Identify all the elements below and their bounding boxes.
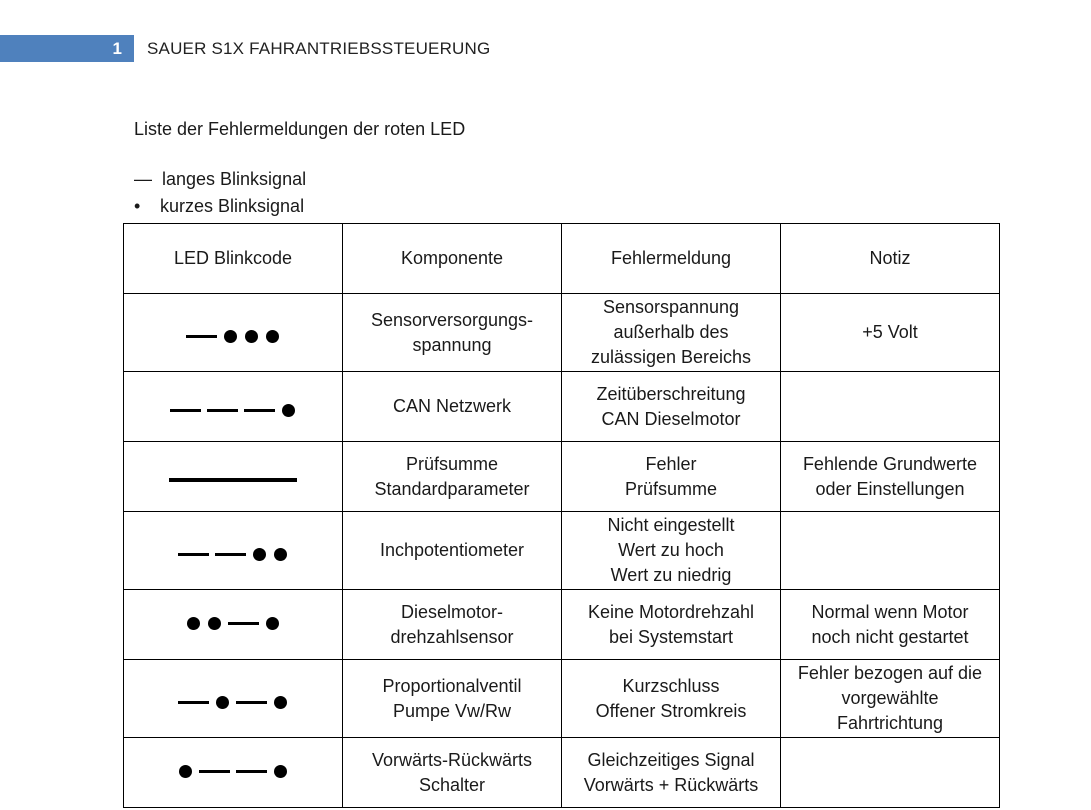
blinkcode-pattern xyxy=(175,548,291,561)
cell-text-line: Kurzschluss xyxy=(622,675,720,696)
header-led-blinkcode: LED Blinkcode xyxy=(124,224,343,294)
row-pruefsumme xyxy=(124,442,1000,512)
cell-text-line: Vorwärts-Rückwärts xyxy=(371,749,533,770)
blinkcode-pattern xyxy=(169,474,297,482)
long-blink-dash xyxy=(186,335,217,338)
row-proportionalventil xyxy=(124,660,1000,738)
notiz-cell xyxy=(781,590,1000,660)
header-notiz: Notiz xyxy=(781,224,1000,294)
long-blink-dash xyxy=(236,770,267,773)
fehlermeldung-cell xyxy=(562,590,781,660)
legend-item-long xyxy=(134,165,306,192)
cell-text-line: Prüfsumme xyxy=(405,453,499,474)
cell-text-line: Wert zu niedrig xyxy=(610,565,732,585)
short-blink-dot xyxy=(274,765,287,778)
blinkcode-cell xyxy=(124,660,343,738)
cell-text-line: Normal wenn Motor xyxy=(811,601,969,622)
header-komponente: Komponente xyxy=(343,224,562,294)
long-blink-dash xyxy=(244,409,275,412)
chapter-title: SAUER S1X FAHRANTRIEBSSTEUERUNG xyxy=(147,39,491,58)
long-blink-dash xyxy=(170,409,201,412)
long-blink-dash xyxy=(236,701,267,704)
blinkcode-cell xyxy=(124,512,343,590)
notiz-cell xyxy=(781,372,1000,442)
notiz-cell xyxy=(781,660,1000,738)
blinkcode-pattern xyxy=(183,617,283,630)
fehlermeldung-cell xyxy=(562,512,781,590)
cell-text-line: CAN Dieselmotor xyxy=(601,408,741,429)
long-blink-dash xyxy=(215,553,246,556)
short-blink-dot xyxy=(187,617,200,630)
cell-text-line: außerhalb des xyxy=(613,322,729,342)
blinkcode-pattern xyxy=(167,404,299,417)
blinkcode-cell xyxy=(124,590,343,660)
long-blink-dash xyxy=(207,409,238,412)
error-code-table xyxy=(123,223,1000,808)
cell-text-line: Proportionalventil xyxy=(382,675,522,696)
blinkcode-cell xyxy=(124,372,343,442)
fehlermeldung-cell xyxy=(562,442,781,512)
header-fehlermeldung: Fehlermeldung xyxy=(562,224,781,294)
legend-item-short xyxy=(134,192,306,219)
cell-text-line: Schalter xyxy=(418,774,486,795)
cell-text-line: Sensorspannung xyxy=(602,297,740,317)
blinkcode-pattern xyxy=(183,330,283,343)
short-blink-dot xyxy=(266,617,279,630)
blinkcode-pattern xyxy=(175,765,291,778)
cell-text-line: bei Systemstart xyxy=(608,626,734,647)
short-blink-dot xyxy=(245,330,258,343)
row-richtungsschalter xyxy=(124,738,1000,808)
table-body xyxy=(124,294,1000,808)
short-blink-dot xyxy=(224,330,237,343)
komponente-cell xyxy=(343,294,562,372)
cell-text-line: Fehlende Grundwerte xyxy=(802,453,978,474)
intro-text: Liste der Fehlermeldungen der roten LED xyxy=(134,119,466,139)
chapter-number: 1 xyxy=(112,39,122,58)
notiz-cell xyxy=(781,294,1000,372)
cell-text-line: vorgewählte xyxy=(841,688,939,708)
komponente-cell xyxy=(343,660,562,738)
continuous-blink-line xyxy=(169,478,297,482)
legend-label: kurzes Blinksignal xyxy=(160,195,305,216)
long-blink-dash xyxy=(228,622,259,625)
komponente-cell xyxy=(343,512,562,590)
cell-text-line: Pumpe Vw/Rw xyxy=(392,700,512,721)
fehlermeldung-cell xyxy=(562,372,781,442)
cell-text-line: zulässigen Bereichs xyxy=(590,347,752,367)
cell-text-line: Vorwärts + Rückwärts xyxy=(583,774,759,795)
cell-text-line: noch nicht gestartet xyxy=(811,626,969,647)
blinkcode-cell xyxy=(124,294,343,372)
komponente-cell xyxy=(343,738,562,808)
cell-text-line: Inchpotentiometer xyxy=(379,540,525,560)
row-drehzahlsensor xyxy=(124,590,1000,660)
cell-text-line: Standardparameter xyxy=(374,478,530,499)
cell-text-line: CAN Netzwerk xyxy=(392,396,512,416)
cell-text-line: Zeitüberschreitung xyxy=(596,383,746,404)
short-blink-dot xyxy=(253,548,266,561)
cell-text-line: Fehler xyxy=(645,453,697,474)
table-header-row xyxy=(124,224,1000,294)
short-blink-dot xyxy=(266,330,279,343)
short-blink-dot xyxy=(216,696,229,709)
cell-text-line: +5 Volt xyxy=(862,322,918,342)
cell-text-line: Nicht eingestellt xyxy=(607,515,735,535)
long-blink-dash xyxy=(199,770,230,773)
fehlermeldung-cell xyxy=(562,660,781,738)
cell-text-line: Dieselmotor- xyxy=(400,601,504,622)
short-blink-dot xyxy=(274,696,287,709)
blinkcode-cell xyxy=(124,738,343,808)
komponente-cell xyxy=(343,590,562,660)
fehlermeldung-cell xyxy=(562,294,781,372)
cell-text-line: Keine Motordrehzahl xyxy=(587,601,755,622)
cell-text-line: oder Einstellungen xyxy=(815,478,965,499)
short-blink-dot xyxy=(179,765,192,778)
cell-text-line: Fehler bezogen auf die xyxy=(797,663,983,683)
long-blink-dash xyxy=(178,553,209,556)
blinkcode-pattern xyxy=(175,696,291,709)
short-signal-symbol: • xyxy=(134,195,141,216)
row-sensorversorgung xyxy=(124,294,1000,372)
short-blink-dot xyxy=(274,548,287,561)
short-blink-dot xyxy=(208,617,221,630)
short-blink-dot xyxy=(282,404,295,417)
long-signal-symbol: — xyxy=(134,168,152,189)
cell-text-line: Sensorversorgungs- xyxy=(370,309,534,330)
cell-text-line: drehzahlsensor xyxy=(390,626,514,647)
row-inchpotentiometer xyxy=(124,512,1000,590)
cell-text-line: Prüfsumme xyxy=(624,478,718,499)
fehlermeldung-cell xyxy=(562,738,781,808)
cell-text-line: spannung xyxy=(412,334,492,355)
cell-text-line: Fahrtrichtung xyxy=(836,713,944,733)
legend xyxy=(134,165,306,219)
long-blink-dash xyxy=(178,701,209,704)
notiz-cell xyxy=(781,512,1000,590)
cell-text-line: Gleichzeitiges Signal xyxy=(587,749,755,770)
cell-text-line: Wert zu hoch xyxy=(618,540,724,560)
komponente-cell xyxy=(343,442,562,512)
notiz-cell xyxy=(781,738,1000,808)
komponente-cell xyxy=(343,372,562,442)
blinkcode-cell xyxy=(124,442,343,512)
row-can-netzwerk xyxy=(124,372,1000,442)
notiz-cell xyxy=(781,442,1000,512)
legend-label: langes Blinksignal xyxy=(162,168,307,189)
cell-text-line: Offener Stromkreis xyxy=(595,700,747,721)
